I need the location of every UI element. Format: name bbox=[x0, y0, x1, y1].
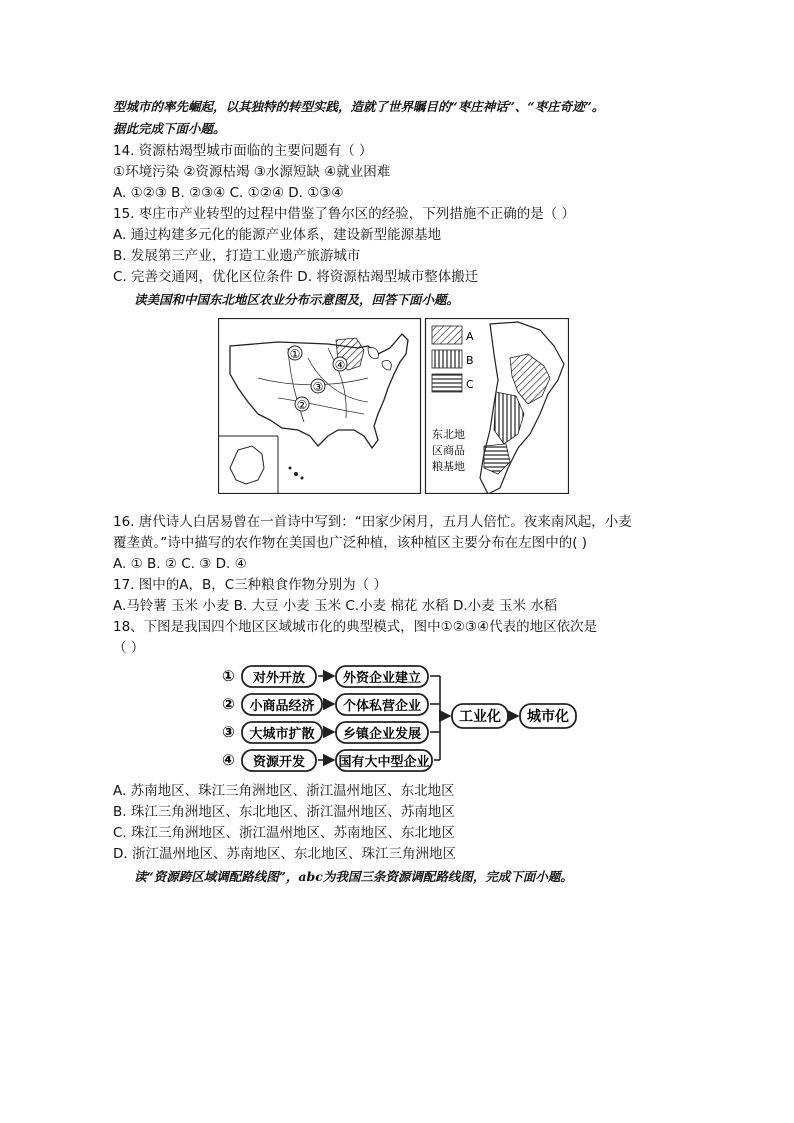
flow-left-1: 对外开放 bbox=[252, 671, 306, 686]
intro-line-2: 据此完成下面小题。 bbox=[113, 121, 226, 136]
q17-options: A.马铃薯 玉米 小麦 B. 大豆 小麦 玉米 C.小麦 棉花 水稻 D.小麦 玉米 水稻 bbox=[113, 598, 558, 614]
q16-options: A. ① B. ② C. ③ D. ④ bbox=[113, 556, 247, 572]
flow-left-3: 大城市扩散 bbox=[249, 727, 315, 742]
q18-stem-1: 18、下图是我国四个地区区域城市化的典型模式，图中①②③④代表的地区依次是 bbox=[113, 619, 598, 635]
caption-line-2: 区商品 bbox=[432, 444, 465, 457]
legend-b-label: B bbox=[466, 354, 474, 367]
q14-options: A. ①②③ B. ②③④ C. ①②④ D. ①③④ bbox=[113, 185, 344, 201]
marker-1: ① bbox=[289, 347, 301, 361]
intro-line-1: 型城市的率先崛起，以其独特的转型实践，造就了世界瞩目的“枣庄神话”、“枣庄奇迹”。 bbox=[113, 99, 605, 114]
legend-c-swatch bbox=[432, 374, 462, 392]
q18-option-c: C. 珠江三角洲地区、浙江温州地区、苏南地区、东北地区 bbox=[113, 825, 456, 841]
q14-stem: 14. 资源枯竭型城市面临的主要问题有（ ） bbox=[113, 143, 373, 159]
q15-option-b: B. 发展第三产业，打造工业遗产旅游城市 bbox=[113, 248, 361, 264]
marker-2: ② bbox=[296, 398, 308, 412]
flow-mid-1: 外资企业建立 bbox=[342, 671, 422, 686]
flow-number-2: ② bbox=[222, 695, 235, 713]
marker-3: ③ bbox=[312, 380, 324, 394]
q14-items: ①环境污染 ②资源枯竭 ③水源短缺 ④就业困难 bbox=[113, 164, 391, 180]
q18-stem-2: （ ） bbox=[113, 640, 145, 656]
industrialization-label: 工业化 bbox=[459, 709, 501, 725]
flow-left-4: 资源开发 bbox=[252, 755, 306, 770]
q16-stem-1: 16. 唐代诗人白居易曾在一首诗中写到：“田家少闲月，五月人倍忙。夜来南风起，小麦 bbox=[113, 514, 632, 530]
flow-number-4: ④ bbox=[222, 751, 235, 769]
caption-line-1: 东北地 bbox=[432, 428, 465, 441]
q15-stem: 15. 枣庄市产业转型的过程中借鉴了鲁尔区的经验，下列措施不正确的是（ ） bbox=[113, 206, 576, 222]
marker-4: ④ bbox=[334, 358, 346, 372]
legend-a-label: A bbox=[466, 330, 474, 343]
agriculture-map-figure bbox=[218, 318, 569, 494]
flow-left-2: 小商品经济 bbox=[249, 699, 315, 714]
flow-number-3: ③ bbox=[222, 723, 235, 741]
urbanization-label: 城市化 bbox=[527, 709, 569, 725]
q18-option-b: B. 珠江三角洲地区、东北地区、浙江温州地区、苏南地区 bbox=[113, 804, 455, 820]
q15-option-a: A. 通过构建多元化的能源产业体系，建设新型能源基地 bbox=[113, 227, 442, 243]
footer-instruction: 读“资源跨区域调配路线图”，abc为我国三条资源调配路线图，完成下面小题。 bbox=[134, 869, 573, 884]
flow-svg bbox=[222, 664, 582, 776]
map-intro: 读美国和中国东北地区农业分布示意图及，回答下面小题。 bbox=[134, 292, 460, 307]
flow-number-1: ① bbox=[222, 667, 235, 685]
flow-mid-2: 个体私营企业 bbox=[342, 699, 422, 714]
q18-option-a: A. 苏南地区、珠江三角洲地区、浙江温州地区、东北地区 bbox=[113, 783, 455, 799]
caption-line-3: 粮基地 bbox=[432, 460, 465, 473]
agriculture-map-svg bbox=[218, 318, 569, 494]
flow-mid-4: 国有大中型企业 bbox=[338, 755, 430, 770]
legend-b-swatch bbox=[432, 350, 462, 368]
q17-stem: 17. 图中的A，B，C三种粮食作物分别为（ ） bbox=[113, 577, 387, 593]
q16-stem-2: 覆垄黄。”诗中描写的农作物在美国也广泛种植，该种植区主要分布在左图中的( ) bbox=[113, 535, 588, 551]
urbanization-flow-diagram bbox=[222, 664, 582, 776]
flow-mid-3: 乡镇企业发展 bbox=[342, 727, 422, 742]
legend-a-swatch bbox=[432, 326, 462, 344]
q18-option-d: D. 浙江温州地区、苏南地区、东北地区、珠江三角洲地区 bbox=[113, 846, 456, 862]
q15-option-cd: C. 完善交通网，优化区位条件 D. 将资源枯竭型城市整体搬迁 bbox=[113, 269, 479, 285]
legend-c-label: C bbox=[466, 378, 474, 391]
